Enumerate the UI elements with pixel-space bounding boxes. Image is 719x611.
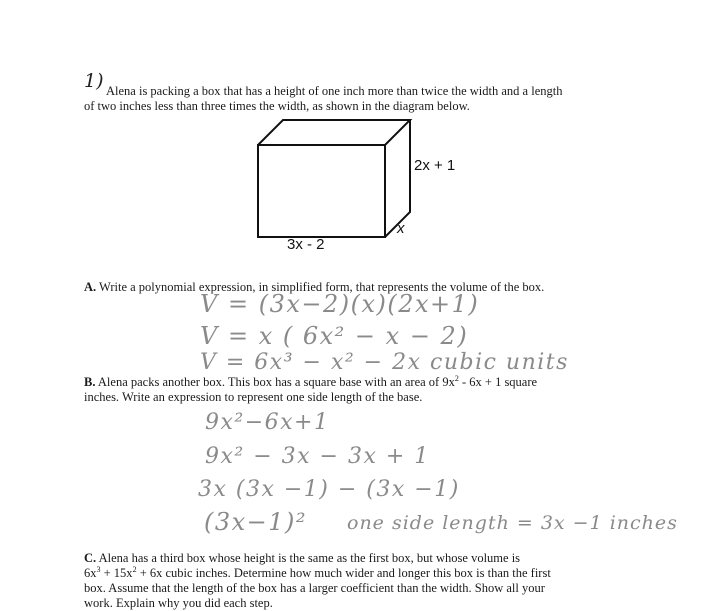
box-top-face <box>258 120 410 145</box>
part-c-question-line-2 <box>84 566 551 581</box>
part-c-question-line-4: work. Explain why you did each step. <box>84 596 273 610</box>
part-a-letter: A. <box>84 280 97 294</box>
part-a-work-line-3: V = 6x³ − x² − 2x cubic units <box>200 350 569 375</box>
part-b-exponent: 2 <box>454 373 459 383</box>
part-b-line-1b: - 6x + 1 square <box>458 375 538 389</box>
problem-intro-line-2: of two inches less than three times the width, as shown in the diagram below. <box>84 99 470 113</box>
width-label: x <box>397 220 405 237</box>
part-c-question-line-1 <box>84 551 520 566</box>
part-b-line-1a: Alena packs another box. This box has a square base with an area of 9x <box>95 375 455 389</box>
part-c-exponent-2: 2 <box>132 564 137 574</box>
height-label: 2x + 1 <box>414 157 456 174</box>
problem-intro-line-1: Alena is packing a box that has a height of one inch more than twice the width and a length <box>106 84 563 98</box>
part-b-work-line-3: 3x (3x −1) − (3x −1) <box>198 477 460 502</box>
problem-number-mark: 1) <box>84 70 104 92</box>
part-b-work-line-1: 9x²−6x+1 <box>205 410 330 435</box>
part-c-exponent-1: 3 <box>96 564 101 574</box>
part-c-question-line-3: box. Assume that the length of the box has a larger coefficient than the width. Show all your <box>84 581 545 595</box>
part-a-work-line-1: V = (3x−2)(x)(2x+1) <box>200 290 480 318</box>
part-a-text: Write a polynomial expression, in simplified form, that represents the volume of the box. <box>96 280 545 294</box>
part-b-work-line-2: 9x² − 3x − 3x + 1 <box>205 444 430 469</box>
length-label: 3x - 2 <box>287 236 325 253</box>
part-b-answer: one side length = 3x −1 inches <box>347 512 678 534</box>
part-b-letter: B. <box>84 375 96 389</box>
part-c-line-2c: + 6x cubic inches. Determine how much wider and longer this box is than the first <box>136 566 551 580</box>
part-b-work-line-4: (3x−1)² <box>204 508 308 536</box>
part-c-line-2a: 6x <box>84 566 97 580</box>
part-c-line-2b: + 15x <box>100 566 133 580</box>
part-c-line-1: Alena has a third box whose height is the same as the first box, but whose volume is <box>96 551 521 565</box>
part-b-question-line-1 <box>84 375 537 390</box>
part-b-question-line-2: inches. Write an expression to represent one side length of the base. <box>84 390 423 404</box>
part-a-work-line-2: V = x ( 6x² − x − 2) <box>200 322 469 350</box>
part-c-letter: C. <box>84 551 97 565</box>
box-front-face <box>258 145 385 237</box>
